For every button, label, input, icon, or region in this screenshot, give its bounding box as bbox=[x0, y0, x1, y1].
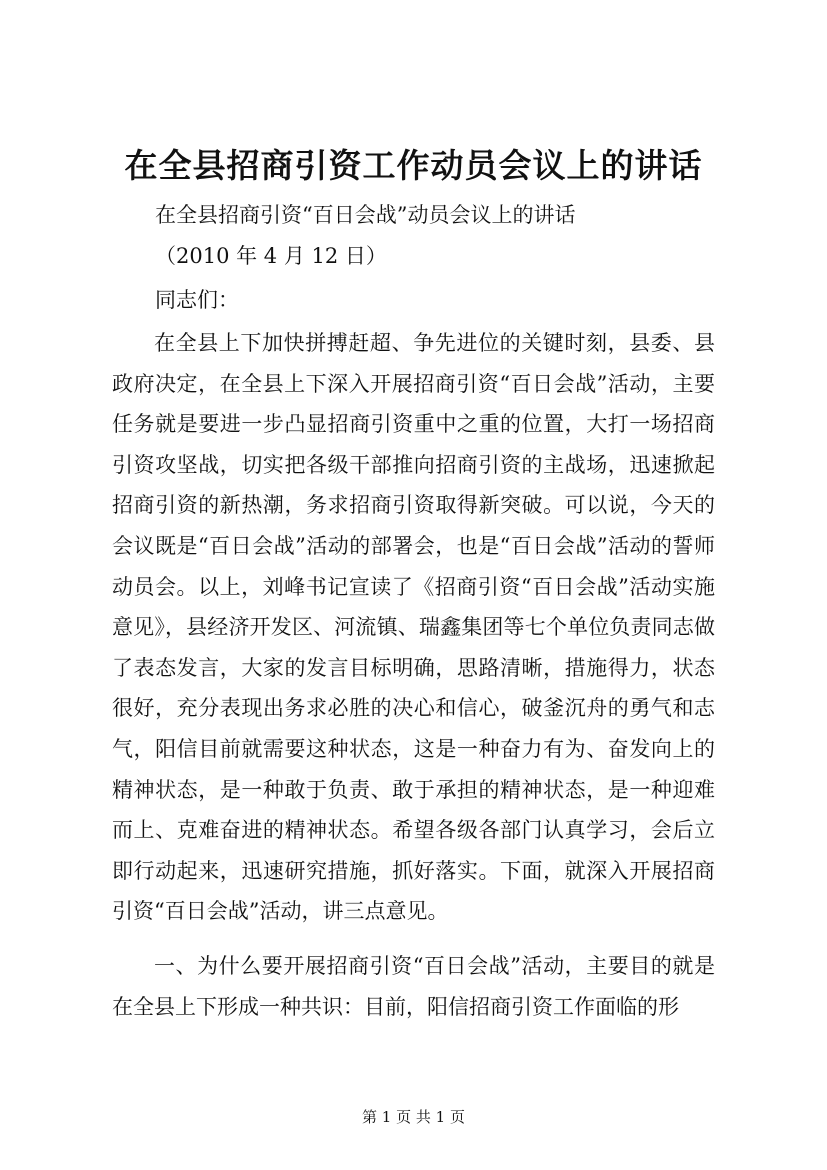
document-date: （2010 年 4 月 12 日） bbox=[155, 244, 387, 268]
body-paragraph-2: 一、为什么要开展招商引资“百日会战”活动，主要目的就是在全县上下形成一种共识：目前，阳信招商引资工作面临的形 bbox=[112, 954, 715, 1019]
page-footer: 第 1 页 共 1 页 bbox=[362, 1108, 465, 1126]
document-title: 在全县招商引资工作动员会议上的讲话 bbox=[124, 146, 703, 185]
salutation: 同志们： bbox=[155, 288, 239, 312]
body-paragraph-1: 在全县上下加快拼搏赶超、争先进位的关键时刻，县委、县政府决定，在全县上下深入开展招商引资“百日会战”活动，主要任务就是要进一步凸显招商引资重中之重的位置，大打一场招商引资攻坚战，切实把各级干部推向招商引资的主战场，迅速掀起招商引资的新热潮，务求招商引资取得新突破。可以说，今天的会议既是“百日会战”活动的部署会，也是“百日会战”活动的誓师动员会。以上，刘峰书记宣读了《招商引资“百日会战”活动实施意见》，县经济开发区、河流镇、瑞鑫集团等七个单位负责同志做了表态发言，大家的发言目标明确，思路清晰，措施得力，状态很好，充分表现出务求必胜的决心和信心，破釜沉舟的勇气和志气，阳信目前就需要这种状态，这是一种奋力有为、奋发向上的精神状态，是一种敢于负责、敢于承担的精神状态，是一种迎难而上、克难奋进的精神状态。希望各级各部门认真学习，会后立即行动起来，迅速研究措施，抓好落实。下面，就深入开展招商引资“百日会战”活动，讲三点意见。 bbox=[112, 331, 715, 924]
document-subtitle: 在全县招商引资“百日会战”动员会议上的讲话 bbox=[155, 203, 576, 227]
